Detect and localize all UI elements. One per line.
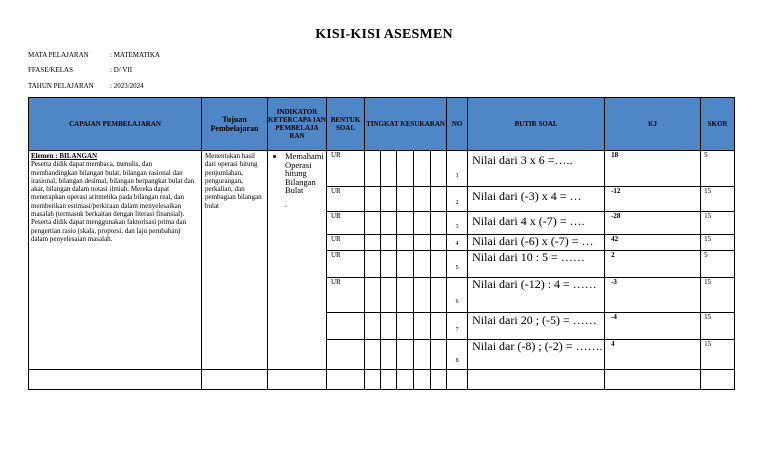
butir-soal-cell: Nilai dari (-3) x 4 = … <box>468 187 605 212</box>
header-capaian: CAPAIAN PEMBELAJARAN <box>29 98 202 151</box>
bentuk-soal-cell: UR <box>327 212 365 235</box>
skor-cell: 15 <box>701 187 735 212</box>
tingkat-cell <box>365 212 381 235</box>
question-number-text: 3 <box>455 224 459 230</box>
capaian-cell <box>29 151 202 370</box>
meta-label: TAHUN PELAJARAN <box>28 82 94 90</box>
tingkat-cell <box>414 313 431 340</box>
question-number-text: 7 <box>455 327 459 333</box>
tingkat-cell <box>381 151 397 187</box>
tingkat-cell <box>397 251 414 278</box>
empty-cell <box>701 370 735 390</box>
kunci-jawaban-cell: -28 <box>605 212 701 235</box>
skor-cell: 15 <box>701 278 735 313</box>
header-bentuk: BENTUK SOAL <box>327 98 365 151</box>
meta-subject <box>28 51 160 59</box>
empty-cell <box>414 370 431 390</box>
assessment-grid-table <box>28 97 735 390</box>
tingkat-cell <box>431 278 447 313</box>
question-number <box>447 187 468 212</box>
indikator-item: • Memahami Operasi hitung Bilangan Bulat <box>285 152 324 195</box>
page-title: KISI-KISI ASESMEN <box>315 27 453 42</box>
tingkat-cell <box>414 278 431 313</box>
bentuk-soal-cell: UR <box>327 151 365 187</box>
empty-cell <box>202 370 268 390</box>
butir-soal-cell: Nilai dari 3 x 6 =….. <box>468 151 605 187</box>
empty-cell <box>381 370 397 390</box>
question-number <box>447 313 468 340</box>
kunci-jawaban-cell: 4 <box>605 340 701 370</box>
bentuk-soal-cell: UR <box>327 235 365 251</box>
butir-soal-cell: Nilai dar (-8) ; (-2) = ……. <box>468 340 605 370</box>
skor-cell: 5 <box>701 251 735 278</box>
meta-year <box>28 82 144 90</box>
header-indikator: INDIKATOR KETERCAPA IAN PEMBELAJA RAN <box>268 98 327 151</box>
tingkat-cell <box>381 187 397 212</box>
kunci-jawaban-cell: 2 <box>605 251 701 278</box>
butir-soal-cell: Nilai dari (-6) x (-7) = … <box>468 235 605 251</box>
kunci-jawaban-cell: 18 <box>605 151 701 187</box>
header-tingkat: TINGKAT KESUKARAN <box>365 98 447 151</box>
tingkat-cell <box>414 235 431 251</box>
tingkat-cell <box>365 235 381 251</box>
butir-soal-cell: Nilai dari 4 x (-7) = …. <box>468 212 605 235</box>
butir-soal-cell: Nilai dari 20 ; (-5) = …… <box>468 313 605 340</box>
tingkat-cell <box>381 235 397 251</box>
header-no: NO <box>447 98 468 151</box>
tingkat-cell <box>397 235 414 251</box>
empty-cell <box>447 370 468 390</box>
meta-value: : MATEMATIKA <box>110 51 160 59</box>
empty-cell <box>397 370 414 390</box>
tingkat-cell <box>431 212 447 235</box>
header-kj: KJ <box>605 98 701 151</box>
capaian-heading: Elemen : BILANGAN <box>31 152 98 160</box>
bentuk-soal-cell: UR <box>327 187 365 212</box>
tingkat-cell <box>381 251 397 278</box>
tingkat-cell <box>431 313 447 340</box>
tingkat-cell <box>414 212 431 235</box>
bentuk-soal-cell: UR <box>327 251 365 278</box>
kunci-jawaban-cell: -3 <box>605 278 701 313</box>
tingkat-cell <box>431 251 447 278</box>
empty-cell <box>268 370 327 390</box>
meta-label: FFASE/KELAS <box>28 66 73 74</box>
header-skor: SKOR <box>701 98 735 151</box>
question-number-text: 4 <box>455 240 459 247</box>
tingkat-cell <box>431 151 447 187</box>
tingkat-cell <box>414 340 431 370</box>
skor-cell: 5 <box>701 151 735 187</box>
empty-cell <box>605 370 701 390</box>
kunci-jawaban-cell: -4 <box>605 313 701 340</box>
meta-class <box>28 66 132 74</box>
indikator-tail: . <box>285 200 287 209</box>
empty-cell <box>431 370 447 390</box>
capaian-text: Peserta didik dapat membaca, menulis, dan membandingkan bilangan bulat, bilangan rasional dan irasional, bilangan desimal, bilangan berpangkat bulat dan akar, bilangan dalam notasi ilmiah. Mereka dapat menerapkan operasi aritmetika pada bilangan real, dan memberikan estimasi/perkiraan dalam menyelesaikan masalah (termasuk berkaitan dengan literasi finansial). Peserta didik dapat menggunakan faktorisasi prima dan pengertian rasio (skala, proporsi, dan laju perubahan) dalam penyelesaian masalah. <box>31 160 195 243</box>
question-number-text: 1 <box>455 172 459 179</box>
question-number-text: 5 <box>455 265 459 271</box>
empty-cell <box>327 370 365 390</box>
question-number-text: 6 <box>455 299 459 305</box>
tingkat-cell <box>381 212 397 235</box>
empty-cell <box>365 370 381 390</box>
skor-cell: 15 <box>701 235 735 251</box>
tingkat-cell <box>381 340 397 370</box>
tingkat-cell <box>381 278 397 313</box>
skor-cell: 15 <box>701 340 735 370</box>
kunci-jawaban-cell: 42 <box>605 235 701 251</box>
meta-value: : D/ VII <box>110 66 133 74</box>
tingkat-cell <box>414 187 431 212</box>
meta-value: : 2023/2024 <box>110 82 144 90</box>
bentuk-soal-cell <box>327 340 365 370</box>
tingkat-cell <box>365 151 381 187</box>
indikator-cell <box>268 151 327 370</box>
question-number <box>447 212 468 235</box>
question-number <box>447 278 468 313</box>
question-number <box>447 251 468 278</box>
header-tujuan: Tujuan Pembelajaran <box>202 98 268 151</box>
butir-soal-cell: Nilai dari 10 : 5 = …… <box>468 251 605 278</box>
tingkat-cell <box>431 235 447 251</box>
empty-cell <box>468 370 605 390</box>
tingkat-cell <box>397 212 414 235</box>
butir-soal-cell: Nilai dari (-12) : 4 = …… <box>468 278 605 313</box>
tujuan-cell: Menentukan hasil dari operasi hitung penjumlahan, pengurangan, perkalian, dan pembagian bilangan bulat <box>202 151 268 370</box>
header-butir: BUTIR SOAL <box>468 98 605 151</box>
tingkat-cell <box>381 313 397 340</box>
tingkat-cell <box>365 340 381 370</box>
tingkat-cell <box>397 313 414 340</box>
question-number <box>447 235 468 251</box>
kunci-jawaban-cell: -12 <box>605 187 701 212</box>
tingkat-cell <box>365 187 381 212</box>
question-number <box>447 151 468 187</box>
tingkat-cell <box>431 340 447 370</box>
tingkat-cell <box>397 187 414 212</box>
empty-row <box>29 370 735 390</box>
tingkat-cell <box>397 278 414 313</box>
skor-cell: 15 <box>701 313 735 340</box>
question-number-text: 2 <box>455 200 459 206</box>
question-number-text: 8 <box>455 357 459 364</box>
tingkat-cell <box>431 187 447 212</box>
skor-cell: 15 <box>701 212 735 235</box>
bentuk-soal-cell: UR <box>327 278 365 313</box>
bentuk-soal-cell <box>327 313 365 340</box>
tingkat-cell <box>414 151 431 187</box>
tingkat-cell <box>414 251 431 278</box>
tingkat-cell <box>365 313 381 340</box>
question-number <box>447 340 468 370</box>
tingkat-cell <box>397 151 414 187</box>
tingkat-cell <box>365 278 381 313</box>
empty-cell <box>29 370 202 390</box>
tingkat-cell <box>365 251 381 278</box>
meta-label: MATA PELAJARAN <box>28 51 89 59</box>
tingkat-cell <box>397 340 414 370</box>
